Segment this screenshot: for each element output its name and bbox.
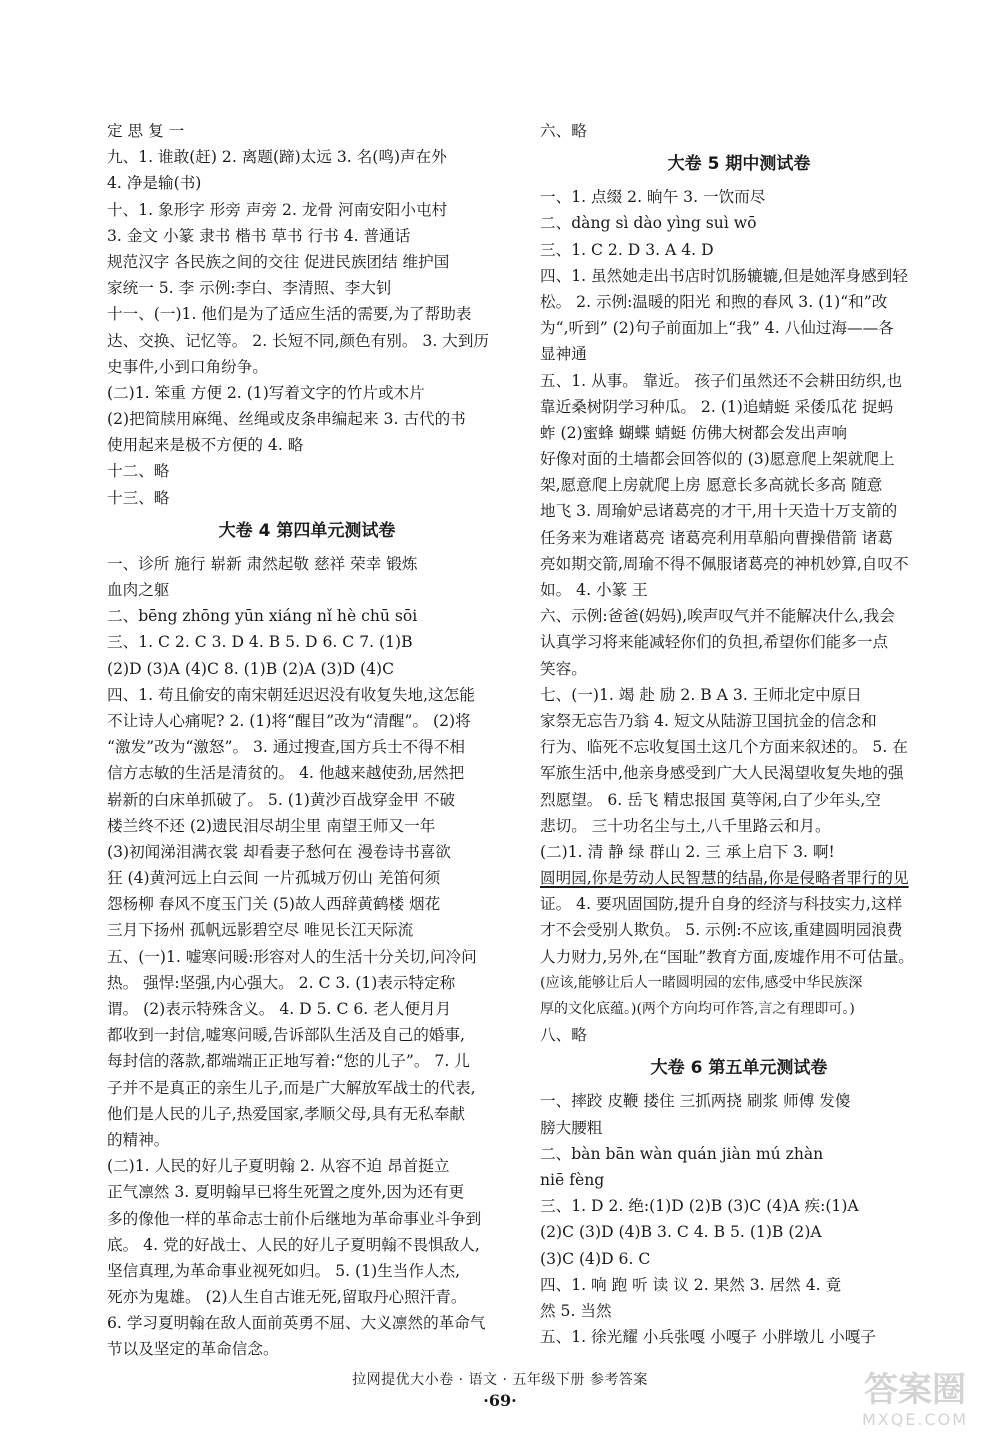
- answer-line: 十一、(一)1. 他们是为了适应生活的需要,为了帮助表: [107, 305, 472, 324]
- answer-line: 坚信真理,为革命事业视死如归。 5. (1)生当作人杰,: [107, 1261, 461, 1280]
- answer-line: (二)1. 笨重 方便 2. (1)写着文字的竹片或木片: [107, 383, 425, 402]
- answer-line: 三、1. C 2. D 3. A 4. D: [540, 240, 714, 259]
- answer-line: 底。 4. 党的好战士、人民的好儿子夏明翰不畏惧敌人,: [107, 1235, 480, 1254]
- left-column: [107, 118, 507, 1363]
- answer-line: 烈愿望。 6. 岳飞 精忠报国 莫等闲,白了少年头,空: [540, 790, 881, 809]
- answer-line: 松。 2. 示例:温暖的阳光 和煦的春风 3. (1)“和”改: [540, 292, 888, 311]
- answer-line: 十、1. 象形字 形旁 声旁 2. 龙骨 河南安阳小屯村: [107, 200, 448, 219]
- answer-line: 热。 强悍:坚强,内心强大。 2. C 3. (1)表示特定称: [107, 973, 456, 992]
- answer-line: 五、1. 徐光耀 小兵张嘎 小嘎子 小胖墩儿 小嘎子: [540, 1328, 876, 1347]
- watermark-logo-text: 答案圈: [864, 1370, 966, 1410]
- answer-line: 架,愿意爬上房就爬上房 愿意长多高就长多高 随意: [540, 476, 883, 495]
- answer-line: 靠近桑树阴学习种瓜。 2. (1)追蜻蜓 采倭瓜花 捉蚂: [540, 397, 894, 416]
- answer-line: 五、(一)1. 嘘寒问暖:形容对人的生活十分关切,问冷问: [107, 947, 477, 966]
- watermark-logo: [840, 1360, 990, 1438]
- answer-line: 规范汉字 各民族之间的交往 促进民族团结 维护国: [107, 252, 450, 271]
- answer-line: 悲切。 三十功名尘与土,八千里路云和月。: [540, 816, 831, 835]
- answer-line: 圆明园,你是劳动人民智慧的结晶,你是侵略者罪行的见: [540, 869, 909, 888]
- answer-line: 都收到一封信,嘘寒问暖,告诉部队生活及自己的婚事,: [107, 1026, 465, 1045]
- answer-line: 史事件,小到口角纷争。: [107, 357, 268, 376]
- answer-line: 军旅生活中,他亲身感受到广大人民渴望收复失地的强: [540, 764, 904, 783]
- answer-line: 四、1. 苟且偷安的南宋朝廷迟迟没有收复失地,这怎能: [107, 685, 475, 704]
- answer-line: 二、bēng zhōng yūn xiáng nǐ hè chū sōi: [107, 607, 418, 626]
- answer-line: 不让诗人心痛呢? 2. (1)将“醒目”改为“清醒”。 (2)将: [107, 711, 471, 730]
- answer-line: 三、1. D 2. 绝:(1)D (2)B (3)C (4)A 疾:(1)A: [540, 1197, 859, 1216]
- answer-line: “激发”改为“激怒”。 3. 通过搜查,国方兵士不得不相: [107, 738, 465, 757]
- answer-line: 如。 4. 小篆 王: [540, 581, 648, 599]
- answer-line: 每封信的落款,都端端正正地写着:“您的儿子”。 7. 儿: [107, 1052, 470, 1071]
- answer-line: 子并不是真正的亲生儿子,而是广大解放军战士的代表,: [107, 1078, 476, 1097]
- answer-line: 五、1. 从事。 靠近。 孩子们虽然还不会耕田纺织,也: [540, 371, 903, 390]
- answer-line: 一、1. 点缀 2. 晌午 3. 一饮而尽: [540, 188, 766, 207]
- answer-line: (2)把简牍用麻绳、丝绳或皮条串编起来 3. 古代的书: [107, 410, 466, 429]
- footer-title: 拉网提优大小卷 · 语文 · 五年级下册 参考答案: [352, 1372, 648, 1388]
- answer-line: 八、略: [540, 1026, 587, 1045]
- answer-line: 节以及坚定的革命信念。: [107, 1340, 279, 1359]
- answer-line: 十二、略: [107, 462, 170, 481]
- answer-line: 3. 金文 小篆 隶书 楷书 草书 行书 4. 普通话: [107, 226, 411, 245]
- answer-line: 地飞 3. 周瑜妒忌诸葛亮的才干,用十天造十万支箭的: [540, 502, 898, 521]
- answer-line: (3)初闻涕泪满衣裳 却看妻子愁何在 漫卷诗书喜欲: [107, 842, 451, 861]
- answer-line: 行为、临死不忘收复国土这几个方面来叙述的。 5. 在: [540, 738, 908, 757]
- answer-line: (应该,能够让后人一睹圆明园的宏伟,感受中华民族深: [540, 974, 863, 991]
- answer-line: 血肉之躯: [107, 581, 170, 599]
- answer-line: (2)D (3)A (4)C 8. (1)B (2)A (3)D (4)C: [107, 659, 395, 678]
- answer-line: 四、1. 响 跑 听 读 议 2. 果然 3. 居然 4. 竟: [540, 1275, 842, 1294]
- answer-line: 证。 4. 要巩固国防,提升自身的经济与科技实力,这样: [540, 895, 903, 914]
- answer-line: (二)1. 清 静 绿 群山 2. 三 承上启下 3. 啊!: [540, 842, 835, 861]
- answer-line: 六、略: [540, 122, 587, 140]
- answer-line: 六、示例:爸爸(妈妈),唉声叹气并不能解决什么,我会: [540, 607, 895, 626]
- answer-line: 使用起来是极不方便的 4. 略: [107, 436, 304, 455]
- answer-line: 二、dàng sì dào yìng suì wō: [540, 214, 757, 233]
- page-number: ·69·: [483, 1391, 517, 1410]
- right-column: [540, 118, 938, 1350]
- answer-line: 十三、略: [107, 488, 170, 507]
- section-heading: 大卷 4 第四单元测试卷: [218, 520, 396, 541]
- answer-line: (3)C (4)D 6. C: [540, 1249, 651, 1268]
- answer-line: 显神通: [540, 345, 587, 364]
- answer-line: 一、诊所 施行 崭新 肃然起敬 慈祥 荣幸 锻炼: [107, 554, 418, 573]
- section-heading: 大卷 5 期中测试卷: [667, 154, 811, 175]
- answer-line: 膀大腰粗: [540, 1118, 603, 1137]
- answer-line: 四、1. 虽然她走出书店时饥肠辘辘,但是她浑身感到轻: [540, 266, 908, 285]
- answer-line: 多的像他一样的革命志士前仆后继地为革命事业斗争到: [107, 1209, 482, 1228]
- answer-line: (二)1. 人民的好儿子夏明翰 2. 从容不迫 昂首挺立: [107, 1157, 450, 1176]
- answer-line: 任务来为难诸葛亮 诸葛亮利用草船向曹操借箭 诸葛: [540, 528, 893, 547]
- answer-line: 狂 (4)黄河远上白云间 一片孤城万仞山 羌笛何须: [107, 869, 441, 888]
- answer-line: 达、交换、记忆等。 2. 长短不同,颜色有别。 3. 大到历: [107, 331, 490, 350]
- answer-line: 4. 净是输(书): [107, 174, 202, 193]
- answer-line: 蚱 (2)蜜蜂 蝴蝶 蜻蜓 仿佛大树都会发出声响: [540, 423, 848, 442]
- answer-line: 笑容。: [540, 659, 587, 678]
- answer-line: 三月下扬州 孤帆远影碧空尽 唯见长江天际流: [107, 921, 414, 940]
- answer-line: 家统一 5. 李 示例:李白、李清照、李大钊: [107, 279, 392, 298]
- answer-line: 一、摔跤 皮鞭 搂住 三抓两挠 刷浆 师傅 发傻: [540, 1092, 851, 1111]
- watermark-url: MXQE.COM: [861, 1410, 969, 1429]
- answer-line: 才不会受别人欺负。 5. 示例:不应该,重建圆明园浪费: [540, 921, 903, 940]
- answer-line: 崭新的白床单抓破了。 5. (1)黄沙百战穿金甲 不破: [107, 790, 456, 809]
- answer-line: 七、(一)1. 竭 赴 励 2. B A 3. 王师北定中原日: [540, 685, 862, 704]
- answer-line: 死亦为鬼雄。 (2)人生自古谁无死,留取丹心照汗青。: [107, 1288, 467, 1307]
- answer-line: 认真学习将来能减轻你们的负担,希望你们能多一点: [540, 633, 889, 652]
- answer-line: niē fèng: [540, 1170, 605, 1189]
- answer-line: 人力财力,另外,在“国耻”教育方面,废墟作用不可估量。: [540, 947, 914, 966]
- answer-line: 为“,听到” (2)句子前面加上“我” 4. 八仙过海——各: [540, 319, 894, 338]
- answer-line: 6. 学习夏明翰在敌人面前英勇不屈、大义凛然的革命气: [107, 1314, 486, 1333]
- answer-line: 好像对面的土墙都会回答似的 (3)愿意爬上架就爬上: [540, 450, 895, 469]
- answer-line: 定 思 复 一: [107, 122, 185, 140]
- answer-line: 二、bàn bān wàn quán jiàn mú zhàn: [540, 1144, 824, 1163]
- answer-line: 厚的文化底蕴。)(两个方向均可作答,言之有理即可。): [540, 1001, 855, 1017]
- answer-line: 的精神。: [107, 1130, 170, 1149]
- answer-line: 怨杨柳 春风不度玉门关 (5)故人西辞黄鹤楼 烟花: [107, 895, 441, 914]
- answer-line: 九、1. 谁敢(赶) 2. 离题(蹄)太远 3. 名(鸣)声在外: [107, 148, 447, 167]
- answer-line: 正气凛然 3. 夏明翰早已将生死置之度外,因为还有更: [107, 1183, 465, 1202]
- section-heading: 大卷 6 第五单元测试卷: [650, 1058, 828, 1079]
- answer-line: 然 5. 当然: [540, 1301, 612, 1320]
- answer-line: 他们是人民的儿子,热爱国家,孝顺父母,具有无私奉献: [107, 1104, 465, 1123]
- answer-line: 谓。 (2)表示特殊含义。 4. D 5. C 6. 老人便月月: [107, 1000, 452, 1018]
- answer-line: 楼兰终不还 (2)遗民泪尽胡尘里 南望王师又一年: [107, 816, 436, 835]
- answer-line: 亮如期交箭,周瑜不得不佩服诸葛亮的神机妙算,自叹不: [540, 554, 909, 573]
- answer-line: 三、1. C 2. C 3. D 4. B 5. D 6. C 7. (1)B: [107, 633, 413, 652]
- answer-line: (2)C (3)D (4)B 3. C 4. B 5. (1)B (2)A: [540, 1223, 822, 1242]
- answer-line: 信方志敏的生活是清贫的。 4. 他越来越使劲,居然把: [107, 764, 465, 783]
- answer-line: 家祭无忘告乃翁 4. 短文从陆游卫国抗金的信念和: [540, 711, 877, 730]
